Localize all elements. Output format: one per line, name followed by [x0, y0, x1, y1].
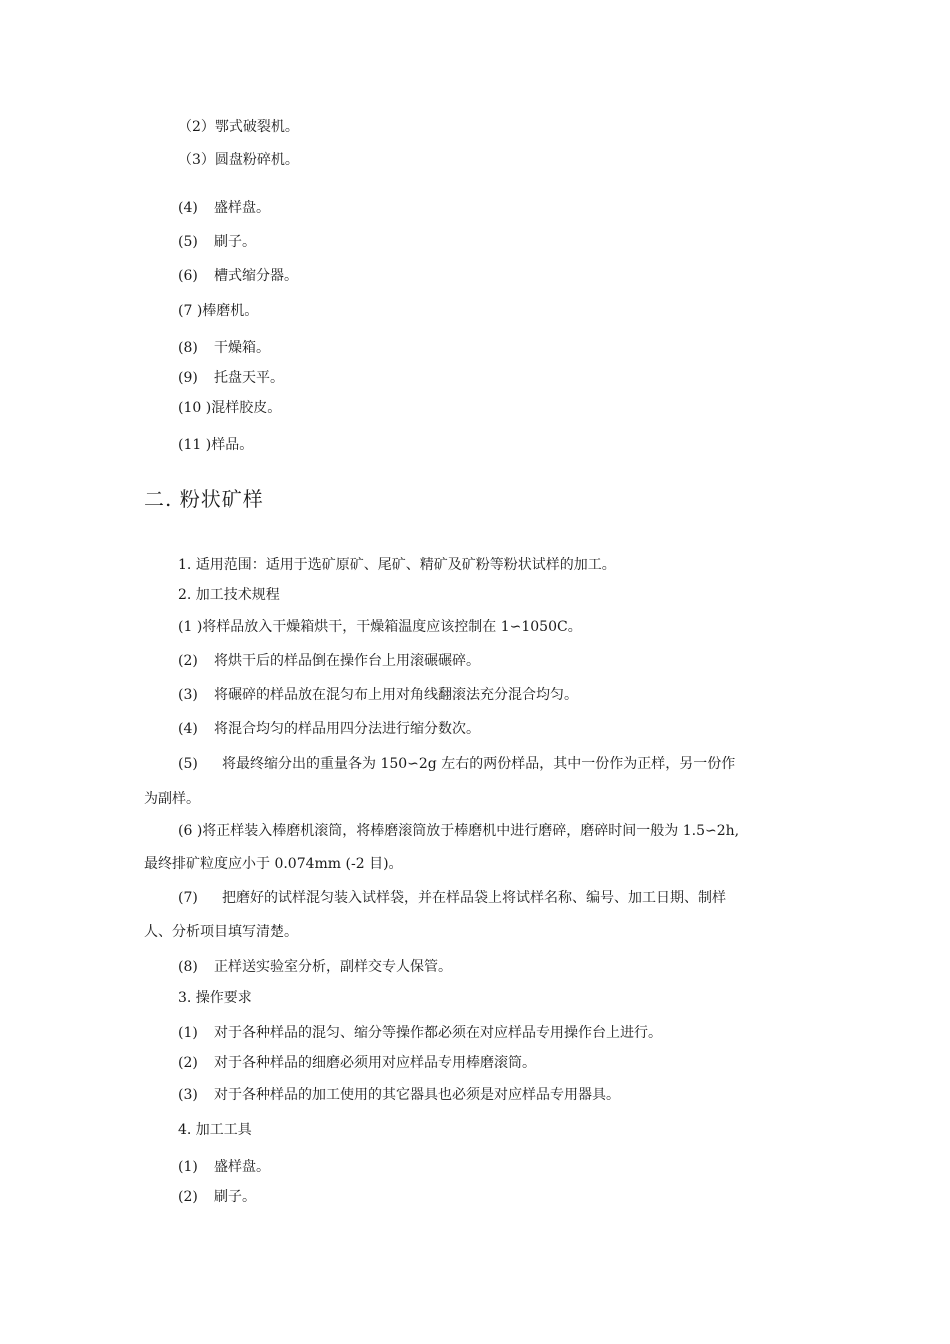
list-number: (9) — [178, 370, 198, 386]
list-number: (2) — [178, 1189, 198, 1205]
list-item: (7 )棒磨机。 — [178, 303, 259, 319]
list-text: 干燥箱。 — [214, 340, 270, 356]
list-text: 槽式缩分器。 — [214, 268, 298, 284]
list-number: (4) — [178, 200, 198, 216]
procedure-step: (6 )将正样装入棒磨机滚筒，将棒磨滚筒放于棒磨机中进行磨碎，磨碎时间一般为 1.5∽2h, — [178, 823, 740, 839]
procedure-step — [178, 888, 726, 908]
procedure-step — [178, 957, 452, 977]
list-number: (1) — [178, 1025, 198, 1041]
list-number: (4) — [178, 721, 198, 737]
procedure-step — [178, 651, 480, 671]
list-item — [178, 266, 298, 286]
list-text: 对于各种样品的加工使用的其它器具也必须是对应样品专用器具。 — [214, 1087, 620, 1103]
list-text: 将碾碎的样品放在混匀布上用对角线翻滚法充分混合均匀。 — [214, 687, 578, 703]
list-text: 正样送实验室分析，副样交专人保管。 — [214, 959, 452, 975]
list-item — [178, 338, 270, 358]
procedure-step-continuation: 人、分析项目填写清楚。 — [144, 924, 298, 940]
list-number: (8) — [178, 959, 198, 975]
procedure-step-continuation: 最终排矿粒度应小于 0.074mm (-2 目)。 — [144, 856, 403, 872]
list-item: (11 )样品。 — [178, 437, 254, 453]
list-number: (6) — [178, 268, 198, 284]
procedure-step-continuation: 为副样。 — [144, 791, 200, 807]
list-number: (3) — [178, 687, 198, 703]
list-number: (2) — [178, 1055, 198, 1071]
tool-item — [178, 1157, 270, 1177]
list-text: 盛样盘。 — [214, 1159, 270, 1175]
subheading: 3. 操作要求 — [178, 990, 252, 1006]
list-text: 盛样盘。 — [214, 200, 270, 216]
requirement-item — [178, 1053, 536, 1073]
list-item: （2）鄂式破裂机。 — [178, 119, 299, 135]
list-text: 对于各种样品的细磨必须用对应样品专用棒磨滚筒。 — [214, 1055, 536, 1071]
list-text: 将最终缩分出的重量各为 150∽2g 左右的两份样品，其中一份作为正样，另一份作 — [222, 756, 736, 772]
list-text: 刷子。 — [214, 1189, 256, 1205]
procedure-step — [178, 685, 578, 705]
procedure-step: (1 )将样品放入干燥箱烘干，干燥箱温度应该控制在 1∽1050C。 — [178, 619, 582, 635]
list-text: 把磨好的试样混匀装入试样袋，并在样品袋上将试样名称、编号、加工日期、制样 — [222, 890, 726, 906]
list-text: 将烘干后的样品倒在操作台上用滚碾碾碎。 — [214, 653, 480, 669]
list-item: （3）圆盘粉碎机。 — [178, 152, 299, 168]
list-number: (3) — [178, 1087, 198, 1103]
list-number: (7) — [178, 890, 198, 906]
procedure-step — [178, 719, 480, 739]
requirement-item — [178, 1085, 620, 1105]
list-item: (10 )混样胶皮。 — [178, 400, 282, 416]
requirement-item — [178, 1023, 662, 1043]
procedure-step — [178, 754, 735, 774]
list-text: 对于各种样品的混匀、缩分等操作都必须在对应样品专用操作台上进行。 — [214, 1025, 662, 1041]
subheading: 2. 加工技术规程 — [178, 587, 280, 603]
list-text: 刷子。 — [214, 234, 256, 250]
list-number: (1) — [178, 1159, 198, 1175]
subheading: 4. 加工工具 — [178, 1122, 252, 1138]
list-text: 将混合均匀的样品用四分法进行缩分数次。 — [214, 721, 480, 737]
list-number: (5) — [178, 234, 198, 250]
list-number: (2) — [178, 653, 198, 669]
list-text: 托盘天平。 — [214, 370, 284, 386]
paragraph: 1. 适用范围：适用于选矿原矿、尾矿、精矿及矿粉等粉状试样的加工。 — [178, 557, 616, 573]
list-number: (8) — [178, 340, 198, 356]
section-heading: 二. 粉状矿样 — [144, 487, 264, 511]
list-item — [178, 368, 284, 388]
list-number: (5) — [178, 756, 198, 772]
list-item — [178, 198, 270, 218]
list-item — [178, 232, 256, 252]
tool-item — [178, 1187, 256, 1207]
